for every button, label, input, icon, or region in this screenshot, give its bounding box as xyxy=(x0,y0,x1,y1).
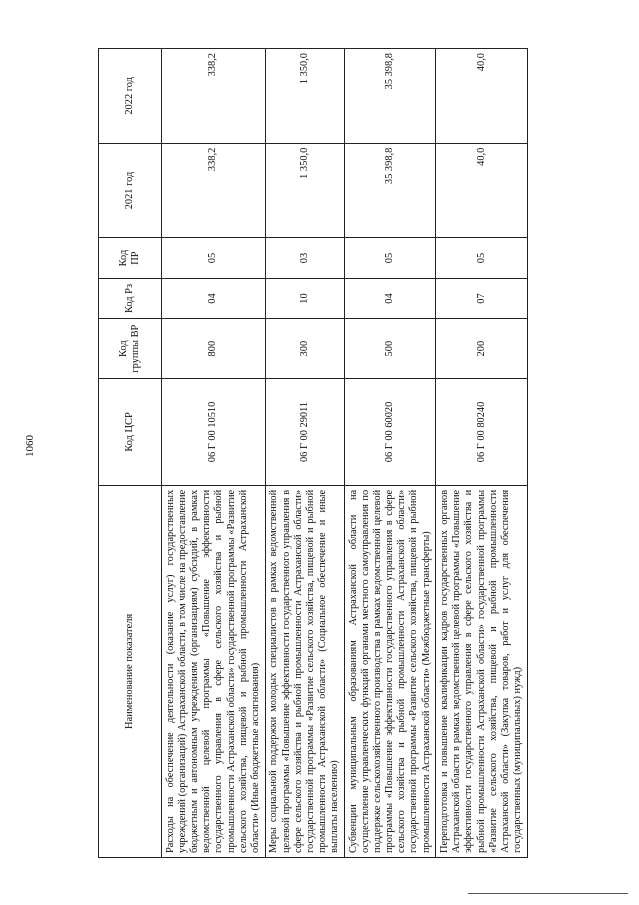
table-header-row xyxy=(99,49,162,858)
row-csr: 06 Г 00 29011 xyxy=(265,379,344,486)
row-vr: 800 xyxy=(162,319,266,379)
row-vr: 300 xyxy=(265,319,344,379)
row-rz: 04 xyxy=(162,278,266,318)
row-name: Субвенции муниципальным образованиям Астраханской области на осуществление управленческих функций органами местного самоуправления по поддержке сельскохозяйственного производства в рамках ведомственной целевой программы «Повышение эффективности государственного управления в сфере сельского хозяйства и рыбной промышленности Астраханской области» государственной программы «Развитие сельского хозяйства, пищевой и рыбной промышленности Астраханской области» (Межбюджетные трансферты) xyxy=(344,485,436,857)
row-pr: 05 xyxy=(436,238,528,278)
row-pr: 05 xyxy=(162,238,266,278)
row-2022: 40,0 xyxy=(436,49,528,144)
table-row xyxy=(344,49,436,858)
row-csr: 06 Г 00 10510 xyxy=(162,379,266,486)
row-rz: 04 xyxy=(344,278,436,318)
row-2021: 35 398,8 xyxy=(344,143,436,238)
row-rz: 07 xyxy=(436,278,528,318)
row-pr: 03 xyxy=(265,238,344,278)
row-2021: 1 350,0 xyxy=(265,143,344,238)
header-2022: 2022 год xyxy=(99,49,162,144)
header-csr: Код ЦСР xyxy=(99,379,162,486)
row-csr: 06 Г 00 60020 xyxy=(344,379,436,486)
header-name: Наименование показателя xyxy=(99,485,162,857)
budget-table xyxy=(98,48,528,858)
page-number: 1060 xyxy=(24,435,36,457)
row-2022: 1 350,0 xyxy=(265,49,344,144)
row-pr: 05 xyxy=(344,238,436,278)
table-row xyxy=(162,49,266,858)
header-pr: Код ПР xyxy=(99,238,162,278)
row-2021: 40,0 xyxy=(436,143,528,238)
rotated-page-content xyxy=(98,48,528,858)
row-rz: 10 xyxy=(265,278,344,318)
table-row xyxy=(436,49,528,858)
header-2021: 2021 год xyxy=(99,143,162,238)
table-row xyxy=(265,49,344,858)
header-rz: Код Рз xyxy=(99,278,162,318)
row-csr: 06 Г 00 80240 xyxy=(436,379,528,486)
row-name: Расходы на обеспечение деятельности (оказание услуг) государственных учреждений (организаций) Астраханской области, в том числе на предоставление бюджетным и автономным учреждениям (организациям) субсидий, в рамках ведомственной целевой программы «Повышение эффективности государственного управления в сфере сельского хозяйства и рыбной промышленности Астраханской области» государственной программы «Развитие сельского хозяйства, пищевой и рыбной промышленности Астраханской области» (Иные бюджетные ассигнования) xyxy=(162,485,266,857)
row-name: Меры социальной поддержки молодых специалистов в рамках ведомственной целевой программы «Повышение эффективности государственного управления в сфере сельского хозяйства и рыбной промышленности Астраханской области» государственной программы «Развитие сельского хозяйства, пищевой и рыбной промышленности Астраханской области» (Социальное обеспечение и иные выплаты населению) xyxy=(265,485,344,857)
row-vr: 500 xyxy=(344,319,436,379)
row-name: Переподготовка и повышение квалификации кадров государственных органов Астраханской области в рамках ведомственной целевой программы «Повышение эффективности государственного управления в сфере сельского хозяйства и рыбной промышленности Астраханской области» государственной программы «Развитие сельского хозяйства, пищевой и рыбной промышленности Астраханской области» (Закупка товаров, работ и услуг для обеспечения государственных (муниципальных) нужд) xyxy=(436,485,528,857)
row-2022: 35 398,8 xyxy=(344,49,436,144)
header-vr: Код группы ВР xyxy=(99,319,162,379)
bottom-rule xyxy=(468,893,628,894)
row-2021: 338,2 xyxy=(162,143,266,238)
row-vr: 200 xyxy=(436,319,528,379)
row-2022: 338,2 xyxy=(162,49,266,144)
